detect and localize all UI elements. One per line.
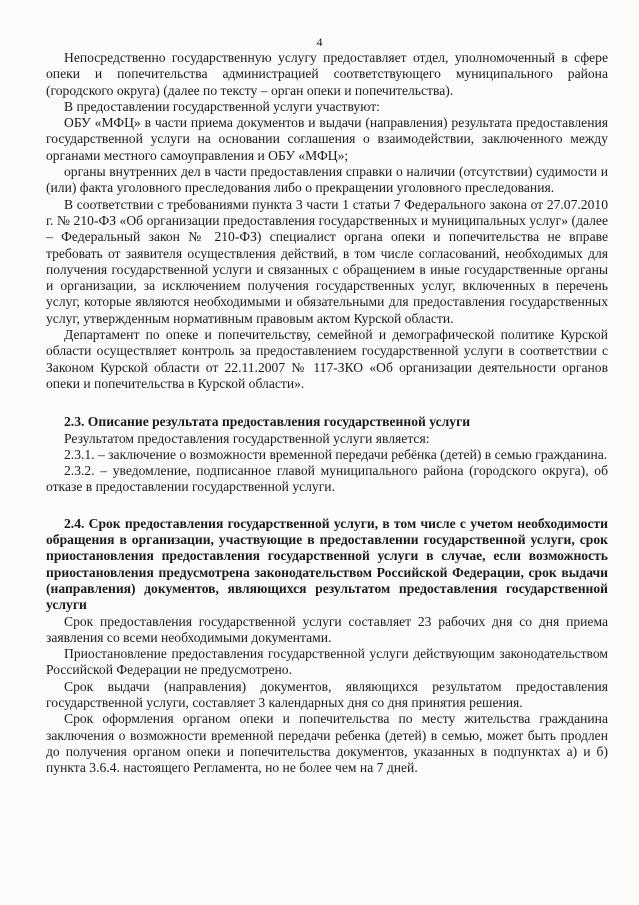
paragraph: ОБУ «МФЦ» в части приема документов и выдачи (направления) результата предоставления государственной услуги на основании соглашения о взаимодействии, заключенного между органами местного самоуправления и ОБУ «МФЦ»; xyxy=(46,115,608,163)
paragraph: 2.3.2. – уведомление, подписанное главой муниципального района (городского округа), об отказе в предоставлении государственной услуги. xyxy=(46,463,608,495)
paragraph: Непосредственно государственную услугу предоставляет отдел, уполномоченный в сфере опеки и попечительства администрацией соответствующего муниципального района (городского округа) (далее по тексту – орган опеки и попечительства). xyxy=(46,50,608,98)
paragraph: В соответствии с требованиями пункта 3 части 1 статьи 7 Федерального закона от 27.07.2010 г. № 210-ФЗ «Об организации предоставления государственных и муниципальных услуг» (далее – Федеральный закон № 210-ФЗ) специалист органа опеки и попечительства не вправе требовать от заявителя осуществления действий, в том числе согласований, необходимых для получения государственной услуги и связанных с обращением в иные государственные органы и организации, за исключением получения государственных услуг, включенных в перечень услуг, которые являются необходимыми и обязательными для предоставления государственных услуг, утвержденным нормативным правовым актом Курской области. xyxy=(46,196,608,326)
paragraph: Департамент по опеке и попечительству, семейной и демографической политике Курской области осуществляет контроль за предоставлением государственной услуги в соответствии с Законом Курской области от 22.11.2007 № 117-ЗКО «Об организации деятельности органов опеки и попечительства в Курской области». xyxy=(46,327,608,391)
paragraph: органы внутренних дел в части предоставления справки о наличии (отсутствии) судимости и (или) факта уголовного преследования либо о прекращении уголовного преследования. xyxy=(46,164,608,196)
page-number: 4 xyxy=(316,35,323,49)
paragraph: Результатом предоставления государственной услуги является: xyxy=(64,430,430,446)
paragraph: 2.3.1. – заключение о возможности временной передачи ребёнка (детей) в семью гражданина. xyxy=(64,446,608,462)
paragraph: Срок выдачи (направления) документов, являющихся результатом предоставления государственной услуги, составляет 3 календарных дня со дня принятия решения. xyxy=(46,678,608,710)
paragraph: Срок предоставления государственной услуги составляет 23 рабочих дня со дня приема заявления со всеми необходимыми документами. xyxy=(46,613,608,645)
paragraph: Срок оформления органом опеки и попечительства по месту жительства гражданина заключения о возможности временной передачи ребенка (детей) в семью, может быть продлен до получения органом опеки и попечительства документов, указанных в подпунктах а) и б) пункта 3.6.4. настоящего Регламента, но не более чем на 7 дней. xyxy=(46,711,608,776)
document-body xyxy=(46,50,608,776)
section-heading: 2.4. Срок предоставления государственной услуги, в том числе с учетом необходимости обращения в организации, участвующие в предоставлении государственной услуги, срок приостановления предоставления государственной услуги в случае, если возможность приостановления предусмотрена законодательством Российской Федерации, срок выдачи (направления) документов, являющихся результатом предоставления государственной услуги xyxy=(46,515,608,613)
section-heading: 2.3. Описание результата предоставления государственной услуги xyxy=(64,414,471,430)
paragraph: В предоставлении государственной услуги участвуют: xyxy=(64,98,380,114)
paragraph: Приостановление предоставления государственной услуги действующим законодательством Российской Федерации не предусмотрено. xyxy=(46,646,608,678)
